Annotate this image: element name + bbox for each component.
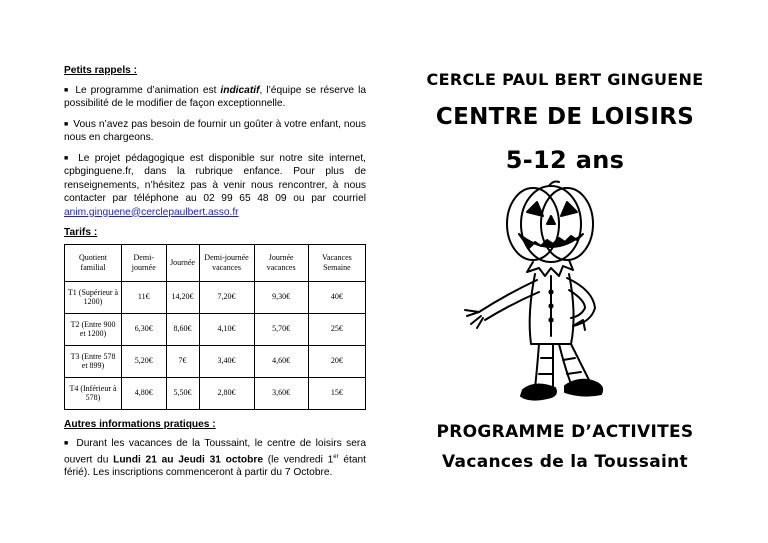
reminder-item-snack [64, 118, 366, 145]
program-title: PROGRAMME D’ACTIVITES [436, 422, 694, 442]
table-cell: T3 (Entre 578 et 899) [65, 345, 122, 377]
col-header: Journée [166, 244, 199, 281]
practical-heading: Autres informations pratiques : [64, 418, 216, 430]
bullet-icon: ■ [64, 120, 69, 128]
org-title: CERCLE PAUL BERT GINGUENE [426, 70, 704, 89]
reminder-item-program [64, 84, 366, 111]
practical-text: étant férié). Les inscriptions commenceront à partir du 7 Octobre. [64, 453, 366, 479]
email-link[interactable]: anim.ginguene@cerclepaulbert.asso.fr [64, 206, 239, 218]
practical-text: (le vendredi 1 [263, 453, 334, 465]
table-cell: 8,60€ [166, 313, 199, 345]
table-cell: 25€ [308, 313, 365, 345]
table-cell: 3,40€ [199, 345, 254, 377]
table-cell: 11€ [122, 281, 167, 313]
table-cell: 3,60€ [254, 377, 308, 409]
reminder-text: Vous n’avez pas besoin de fournir un goûter à votre enfant, nous nous en chargeons. [64, 118, 366, 143]
table-header-row [65, 244, 366, 281]
table-cell: 14,20€ [166, 281, 199, 313]
table-cell: 9,30€ [254, 281, 308, 313]
table-cell: 15€ [308, 377, 365, 409]
table-cell: 7€ [166, 345, 199, 377]
reminder-text: Le programme d’animation est [75, 84, 221, 96]
practical-dates: Lundi 21 au Jeudi 31 octobre [113, 453, 263, 465]
pumpkin-scarecrow-illustration [455, 180, 645, 420]
practical-text: Durant les vacances de la Toussaint, le centre de loisirs sera ouvert du [64, 438, 366, 465]
table-cell: 2,80€ [199, 377, 254, 409]
tarifs-heading: Tarifs : [64, 227, 98, 238]
season-title: Vacances de la Toussaint [442, 452, 688, 472]
reminder-emphasis: indicatif [220, 84, 260, 96]
reminder-text: Le projet pédagogique est disponible sur notre site internet, cpbginguene.fr, dans la rubrique enfance. Pour plus de renseignements, n’hésitez pas à venir nous rencontrer, à nous contacter par téléphone au 02 99 65 48 09 ou par courriel [64, 152, 366, 204]
table-cell: T1 (Supérieur à 1200) [65, 281, 122, 313]
reminder-text: , l’équipe se réserve la possibilité de le modifier de façon exceptionnelle. [64, 84, 366, 109]
practical-sup: er [333, 453, 339, 460]
col-header: Vacances Semaine [308, 244, 365, 281]
table-cell: 5,70€ [254, 313, 308, 345]
table-row [65, 281, 366, 313]
bullet-icon: ■ [64, 86, 70, 94]
table-row [65, 313, 366, 345]
reminders-heading: Petits rappels : [64, 65, 138, 76]
table-cell: 40€ [308, 281, 365, 313]
practical-item-dates [64, 437, 366, 480]
bullet-icon: ■ [64, 154, 71, 162]
table-cell: 20€ [308, 345, 365, 377]
table-row [65, 377, 366, 409]
center-title: CENTRE DE LOISIRS [435, 104, 695, 130]
left-column [64, 64, 366, 487]
table-cell: T4 (Inférieur à 578) [65, 377, 122, 409]
table-cell: 4,80€ [122, 377, 167, 409]
bullet-icon: ■ [64, 440, 70, 447]
reminder-item-project [64, 152, 366, 220]
table-cell: 6,30€ [122, 313, 167, 345]
col-header: Demi-journée vacances [199, 244, 254, 281]
table-row [65, 345, 366, 377]
tarifs-table [64, 244, 366, 410]
col-header: Quotient familial [65, 244, 122, 281]
table-cell: T2 (Entre 900 et 1200) [65, 313, 122, 345]
col-header: Demi-journée [122, 244, 167, 281]
table-cell: 5,20€ [122, 345, 167, 377]
table-cell: 4,10€ [199, 313, 254, 345]
col-header: Journée vacances [254, 244, 308, 281]
table-cell: 4,60€ [254, 345, 308, 377]
table-cell: 5,50€ [166, 377, 199, 409]
table-cell: 7,20€ [199, 281, 254, 313]
age-range: 5-12 ans [505, 146, 625, 174]
